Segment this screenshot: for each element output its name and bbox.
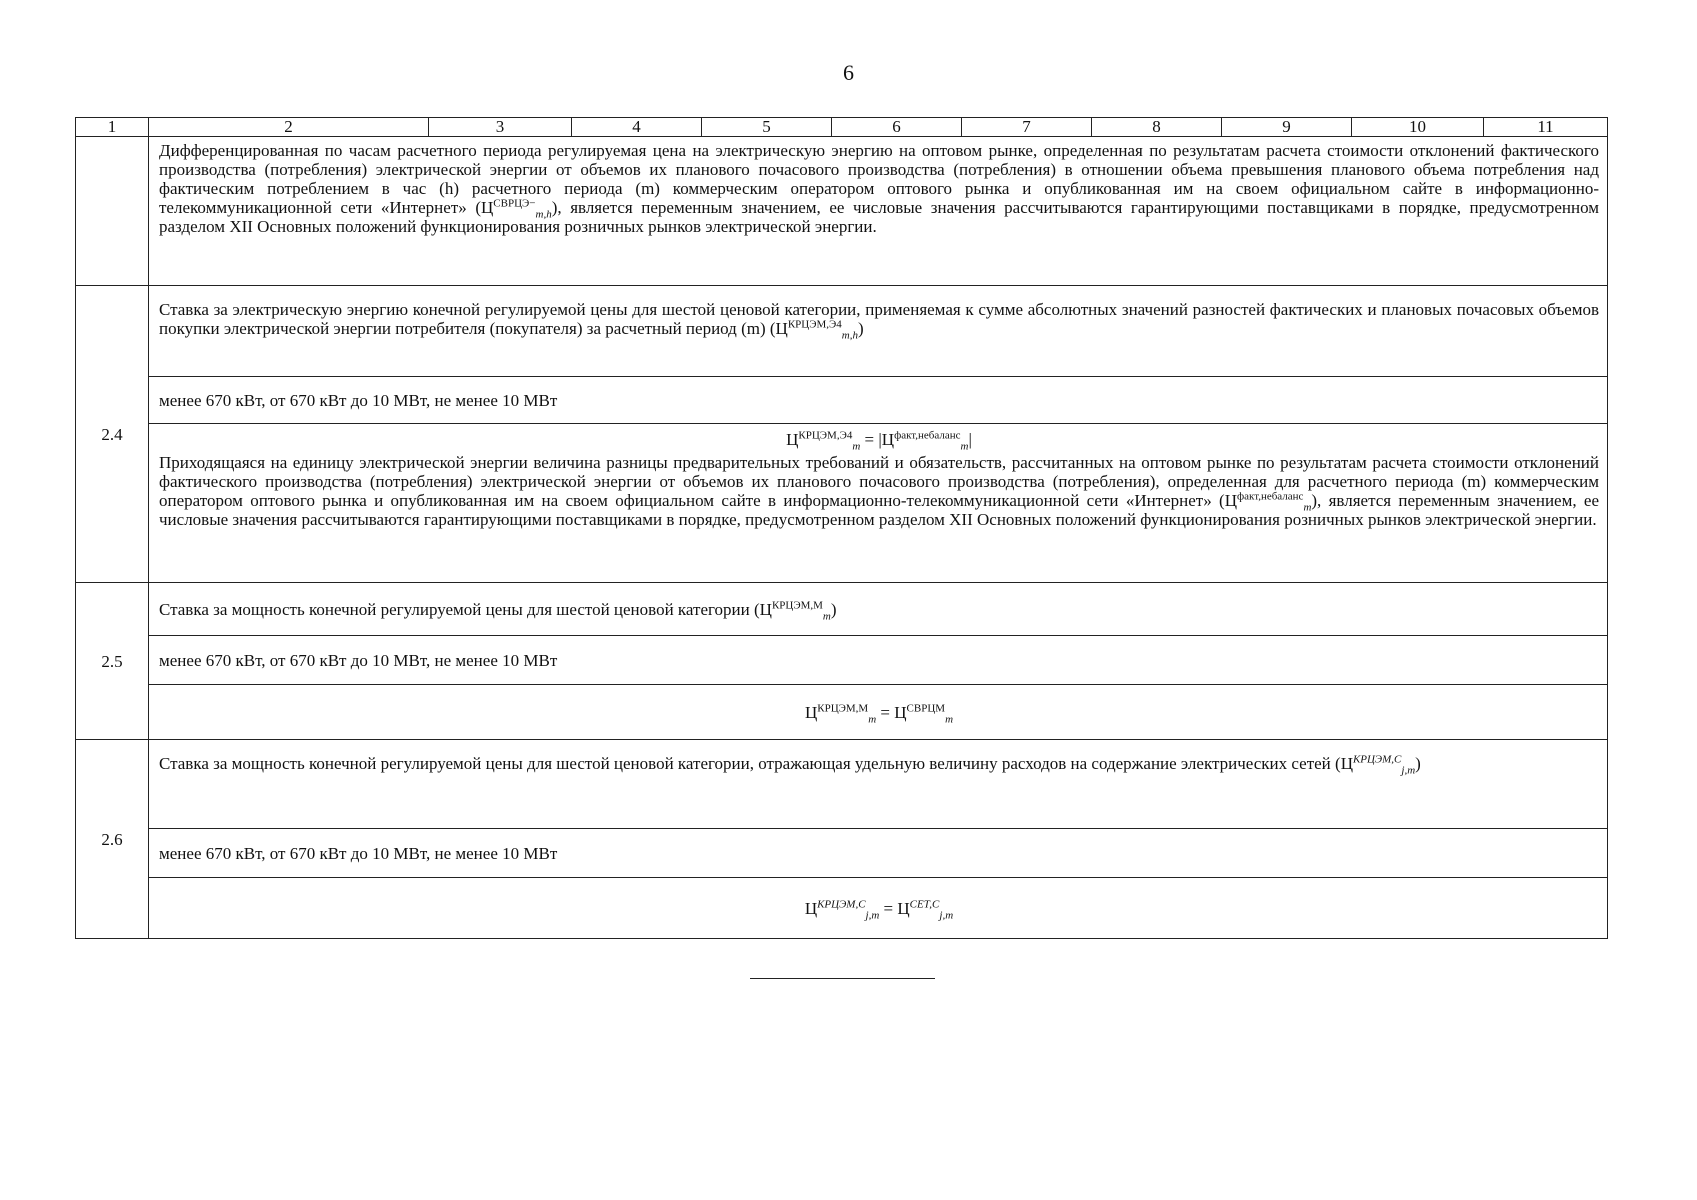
header-col-4: 4 <box>572 118 702 137</box>
row-2-6-power-text: менее 670 кВт, от 670 кВт до 10 МВт, не менее 10 МВт <box>149 829 1608 878</box>
continuation-text: Дифференцированная по часам расчетного периода регулируемая цена на электрическую энергию на оптовом рынке, определенная по результатам расчета стоимости отклонений фактического производства (потребления) электрической энергии от объемов их планового почасового производства (потребления) в отношении объема превышения планового объема потребления над фактическим потреблением в час (h) расчетного периода (m) коммерческим оператором оптового рынка и опубликованная им на своем официальном сайте в информационно-телекоммуникационной сети «Интернет» $(Ц^{СВРЦЭ-}_{m,h})$, является переменным значением, ее числовые значения рассчитываются гарантирующими поставщиками в порядке, предусмотренном разделом XII Основных положений функционирования розничных рынков электрической энергии. <box>149 137 1608 286</box>
row-2-4-power <box>76 377 1608 424</box>
row-2-4-title-text: Ставка за электрическую энергию конечной регулируемой цены для шестой ценовой категории, применяемая к сумме абсолютных значений разностей фактических и плановых почасовых объемов покупки электрической энергии потребителя (покупателя) за расчетный период (m) $(Ц^{КРЦЭМ,Э4}_{m,h})$ <box>149 286 1608 377</box>
header-row <box>76 118 1608 137</box>
header-col-3: 3 <box>429 118 572 137</box>
row-2-6-formula-cell: $Ц^{КРЦЭМ,С}_{j,m} = Ц^{СЕТ,С}_{j,m}$ <box>149 878 1608 939</box>
header-col-2: 2 <box>149 118 429 137</box>
row-2-6-formula <box>76 878 1608 939</box>
page-number: 6 <box>843 60 854 85</box>
header-col-8: 8 <box>1092 118 1222 137</box>
header-col-9: 9 <box>1222 118 1352 137</box>
formula-description: Приходящаяся на единицу электрической энергии величина разницы предварительных требований и обязательств, рассчитанных на оптовом рынке по результатам расчета стоимости отклонений фактического производства (потребления) электрической энергии от объемов их планового почасового производства (потребления), определенная для расчетного периода (m) коммерческим оператором оптового рынка и опубликованная им на своем официальном сайте в информационно-телекоммуникационной сети «Интернет» $(Ц^{факт,небаланс}_m)$, является переменным значением, ее числовые значения рассчитываются гарантирующими поставщиками в порядке, предусмотренном разделом XII Основных положений функционирования розничных рынков электрической энергии. <box>159 453 1599 529</box>
row-2-5-formula <box>76 685 1608 740</box>
row-2-6-title-text: Ставка за мощность конечной регулируемой цены для шестой ценовой категории, отражающая удельную величину расходов на содержание электрических сетей $(Ц^{КРЦЭМ,С}_{j,m})$ <box>149 740 1608 829</box>
header-col-7: 7 <box>962 118 1092 137</box>
row-2-5-title-text: Ставка за мощность конечной регулируемой цены для шестой ценовой категории $(Ц^{КРЦЭМ,М}_m)$ <box>149 583 1608 636</box>
row-number: 2.5 <box>76 583 149 740</box>
tariff-table <box>75 117 1608 939</box>
formula: $Ц^{КРЦЭМ,Э4}_m = |Ц^{факт,небаланс}_m|$ <box>786 429 972 453</box>
row-2-6-title <box>76 740 1608 829</box>
row-number-empty <box>76 137 149 286</box>
row-2-4-formula <box>76 424 1608 583</box>
row-2-5-power-text: менее 670 кВт, от 670 кВт до 10 МВт, не менее 10 МВт <box>149 636 1608 685</box>
row-continuation <box>76 137 1608 286</box>
row-number: 2.4 <box>76 286 149 583</box>
header-col-5: 5 <box>702 118 832 137</box>
row-2-5-title <box>76 583 1608 636</box>
row-2-5-power <box>76 636 1608 685</box>
row-2-4-formula-cell <box>149 424 1608 583</box>
header-col-10: 10 <box>1352 118 1484 137</box>
row-2-5-formula-cell: $Ц^{КРЦЭМ,М}_m = Ц^{СВРЦМ}_m$ <box>149 685 1608 740</box>
row-2-4-power-text: менее 670 кВт, от 670 кВт до 10 МВт, не менее 10 МВт <box>149 377 1608 424</box>
row-number: 2.6 <box>76 740 149 939</box>
row-2-4-title <box>76 286 1608 377</box>
row-2-6-power <box>76 829 1608 878</box>
closing-line <box>750 978 935 979</box>
header-col-6: 6 <box>832 118 962 137</box>
header-col-11: 11 <box>1484 118 1608 137</box>
header-col-1: 1 <box>76 118 149 137</box>
